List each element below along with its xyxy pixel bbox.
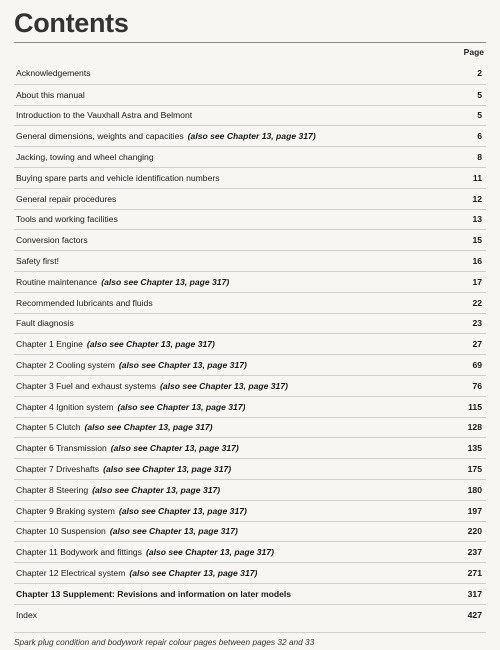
toc-entry-page-number: 180 (467, 484, 482, 495)
toc-row[interactable] (14, 271, 486, 292)
toc-entry-title (16, 485, 220, 495)
toc-entry-page-number: 11 (472, 172, 482, 183)
toc-row[interactable] (14, 437, 486, 458)
toc-entry-page-number: 5 (477, 89, 482, 100)
toc-row[interactable] (14, 417, 486, 438)
toc-row[interactable] (14, 63, 486, 84)
toc-entry-label: Recommended lubricants and fluids (16, 297, 153, 308)
toc-row[interactable] (14, 146, 486, 167)
toc-entry-label: Chapter 10 Suspension (16, 526, 106, 537)
toc-row[interactable] (14, 354, 486, 375)
toc-entry-title (16, 464, 231, 474)
toc-entry-title (16, 339, 215, 349)
toc-entry-page-number: 237 (467, 547, 482, 558)
toc-row[interactable] (14, 396, 486, 417)
toc-entry-page-number: 5 (477, 110, 482, 121)
page-title: Contents (14, 8, 129, 38)
toc-row[interactable] (14, 250, 486, 271)
toc-entry-page-number: 2 (477, 68, 482, 79)
page-column-header: Page (463, 47, 484, 57)
toc-entry-title (16, 526, 238, 536)
toc-entry-title (16, 110, 192, 120)
toc-entry-note: (also see Chapter 13, page 317) (118, 505, 247, 516)
toc-entry-page-number: 13 (472, 214, 482, 225)
toc-entry-title (16, 214, 118, 224)
toc-entry-title (16, 90, 85, 100)
toc-entry-label: Chapter 1 Engine (16, 339, 83, 350)
toc-row[interactable] (14, 500, 486, 521)
toc-entry-label: Routine maintenance (16, 276, 98, 287)
toc-row[interactable] (14, 292, 486, 313)
toc-entry-label: Introduction to the Vauxhall Astra and Belmont (16, 110, 193, 121)
toc-row[interactable] (14, 604, 486, 625)
toc-entry-label: General dimensions, weights and capacities (16, 131, 184, 142)
toc-entry-label: Chapter 7 Driveshafts (16, 464, 100, 475)
toc-entry-note: (also see Chapter 13, page 317) (145, 547, 274, 558)
toc-entry-note: (also see Chapter 13, page 317) (117, 401, 246, 412)
toc-entry-title (16, 131, 316, 141)
toc-entry-page-number: 135 (467, 443, 482, 454)
toc-entry-title (16, 360, 247, 370)
toc-row[interactable] (14, 313, 486, 334)
toc-entry-label: Chapter 5 Clutch (16, 422, 81, 433)
toc-entry-label: Acknowledgements (16, 68, 91, 79)
toc-entry-title (16, 610, 37, 620)
toc-entry-title (16, 506, 247, 516)
footer-note: Spark plug condition and bodywork repair colour pages between pages 32 and 33 (14, 632, 486, 647)
toc-row[interactable] (14, 479, 486, 500)
toc-entry-title (16, 547, 274, 557)
toc-entry-note: (also see Chapter 13, page 317) (109, 526, 238, 537)
toc-row[interactable] (14, 583, 486, 604)
toc-entry-label: Chapter 13 Supplement: Revisions and information on later models (16, 588, 292, 599)
toc-entry-label: Chapter 12 Electrical system (16, 568, 126, 579)
toc-entry-note: (also see Chapter 13, page 317) (103, 464, 232, 475)
toc-entry-note: (also see Chapter 13, page 317) (86, 339, 215, 350)
toc-entry-label: Chapter 6 Transmission (16, 443, 107, 454)
toc-entry-title (16, 381, 288, 391)
toc-entry-note: (also see Chapter 13, page 317) (101, 276, 230, 287)
toc-entry-page-number: 17 (472, 276, 482, 287)
toc-entry-page-number: 16 (472, 256, 482, 267)
contents-list (14, 63, 486, 625)
toc-entry-page-number: 115 (468, 401, 482, 412)
toc-entry-page-number: 175 (467, 464, 482, 475)
toc-entry-title (16, 589, 291, 599)
toc-entry-title (16, 568, 257, 578)
toc-entry-note: (also see Chapter 13, page 317) (118, 360, 247, 371)
toc-entry-title (16, 318, 74, 328)
toc-entry-note: (also see Chapter 13, page 317) (110, 443, 239, 454)
toc-row[interactable] (14, 188, 486, 209)
toc-row[interactable] (14, 167, 486, 188)
toc-entry-label: Chapter 9 Braking system (16, 505, 115, 516)
toc-entry-label: Chapter 3 Fuel and exhaust systems (16, 380, 156, 391)
toc-row[interactable] (14, 521, 486, 542)
toc-row[interactable] (14, 541, 486, 562)
toc-entry-title (16, 235, 88, 245)
toc-row[interactable] (14, 333, 486, 354)
toc-entry-note: (also see Chapter 13, page 317) (159, 380, 288, 391)
toc-entry-note: (also see Chapter 13, page 317) (187, 131, 316, 142)
toc-entry-page-number: 8 (477, 152, 482, 163)
toc-entry-note: (also see Chapter 13, page 317) (92, 484, 221, 495)
toc-entry-page-number: 128 (467, 422, 482, 433)
title-rule (14, 42, 486, 43)
toc-entry-note: (also see Chapter 13, page 317) (84, 422, 213, 433)
toc-entry-label: Tools and working facilities (16, 214, 118, 225)
toc-entry-title (16, 298, 153, 308)
toc-entry-title (16, 256, 59, 266)
toc-entry-title (16, 194, 116, 204)
toc-entry-label: Chapter 8 Steering (16, 484, 89, 495)
toc-entry-page-number: 76 (472, 380, 482, 391)
toc-entry-label: Chapter 4 Ignition system (16, 401, 114, 412)
toc-entry-label: Index (16, 609, 38, 620)
toc-entry-title (16, 422, 213, 432)
toc-entry-page-number: 15 (472, 235, 482, 246)
toc-entry-label: About this manual (16, 89, 85, 100)
toc-entry-page-number: 317 (467, 588, 482, 599)
toc-entry-page-number: 22 (472, 297, 482, 308)
toc-entry-page-number: 197 (467, 505, 482, 516)
toc-entry-label: Safety first! (16, 256, 59, 267)
toc-entry-page-number: 12 (472, 193, 482, 204)
toc-entry-page-number: 23 (472, 318, 482, 329)
toc-entry-label: Jacking, towing and wheel changing (16, 152, 154, 163)
toc-entry-page-number: 271 (467, 568, 482, 579)
toc-entry-page-number: 27 (472, 339, 482, 350)
toc-entry-label: Chapter 11 Bodywork and fittings (16, 547, 142, 558)
toc-entry-label: Fault diagnosis (16, 318, 74, 329)
toc-row[interactable] (14, 229, 486, 250)
toc-entry-title (16, 152, 154, 162)
toc-entry-page-number: 6 (477, 131, 482, 142)
toc-row[interactable] (14, 375, 486, 396)
toc-entry-page-number: 427 (467, 609, 482, 620)
toc-entry-title (16, 68, 91, 78)
toc-entry-title (16, 277, 229, 287)
toc-entry-label: Chapter 2 Cooling system (16, 360, 115, 371)
toc-entry-page-number: 220 (467, 526, 482, 537)
toc-entry-label: Buying spare parts and vehicle identification numbers (16, 172, 220, 183)
toc-row[interactable] (14, 209, 486, 230)
toc-row[interactable] (14, 458, 486, 479)
toc-entry-note: (also see Chapter 13, page 317) (129, 568, 258, 579)
toc-row[interactable] (14, 84, 486, 105)
toc-row[interactable] (14, 125, 486, 146)
toc-row[interactable] (14, 562, 486, 583)
toc-entry-title (16, 402, 245, 412)
toc-entry-title (16, 173, 220, 183)
toc-entry-label: Conversion factors (16, 235, 88, 246)
toc-row[interactable] (14, 105, 486, 126)
toc-entry-page-number: 69 (472, 360, 482, 371)
toc-entry-label: General repair procedures (16, 193, 117, 204)
toc-entry-title (16, 443, 239, 453)
